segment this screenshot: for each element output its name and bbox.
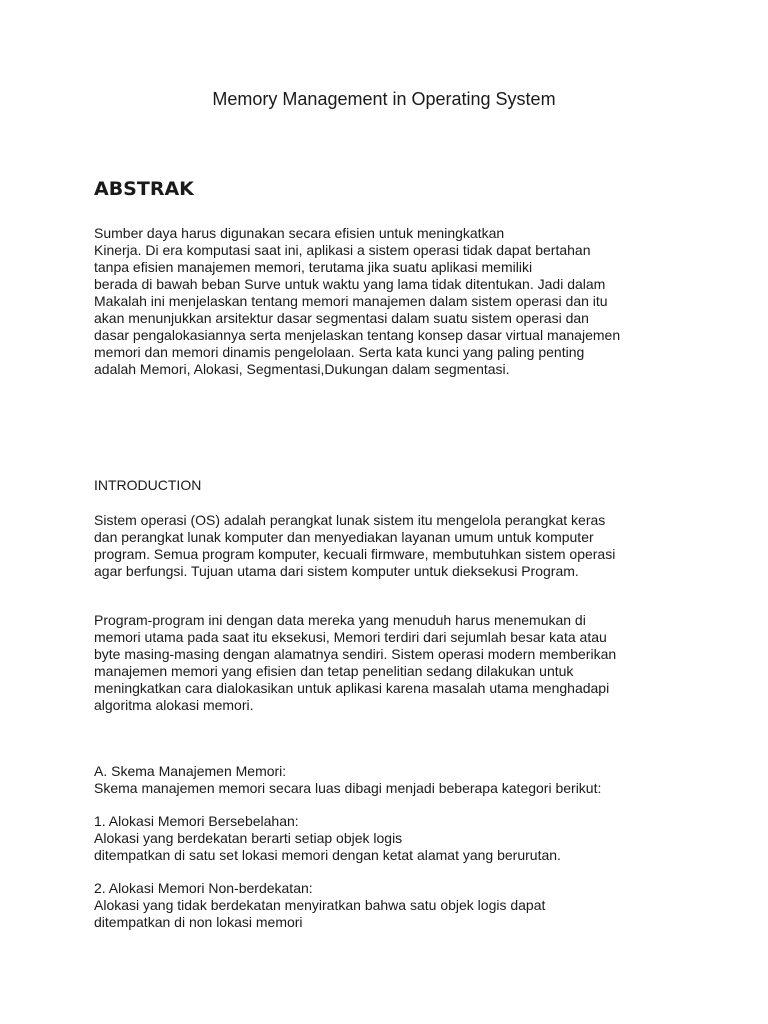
text-line: berada di bawah beban Surve untuk waktu yang lama tidak ditentukan. Jadi dalam bbox=[94, 276, 606, 292]
list-item-1 bbox=[94, 813, 734, 864]
text-line: byte masing-masing dengan alamatnya sendiri. Sistem operasi modern memberikan bbox=[94, 646, 617, 662]
text-line: ditempatkan di non lokasi memori bbox=[94, 914, 303, 930]
abstract-paragraph bbox=[94, 225, 734, 378]
text-line: program. Semua program komputer, kecuali firmware, membutuhkan sistem operasi bbox=[94, 546, 616, 562]
text-line: memori utama pada saat itu eksekusi, Memori terdiri dari sejumlah besar kata atau bbox=[94, 629, 607, 645]
list-item-2 bbox=[94, 880, 734, 931]
document-title: Memory Management in Operating System bbox=[212, 89, 556, 109]
text-line: tanpa efisien manajemen memori, terutama jika suatu aplikasi memiliki bbox=[94, 259, 533, 275]
text-line: Makalah ini menjelaskan tentang memori manajemen dalam sistem operasi dan itu bbox=[94, 293, 608, 309]
text-line: ditempatkan di satu set lokasi memori dengan ketat alamat yang berurutan. bbox=[94, 847, 561, 863]
text-line: 1. Alokasi Memori Bersebelahan: bbox=[94, 813, 299, 829]
text-line: manajemen memori yang efisien dan tetap penelitian sedang dilakukan untuk bbox=[94, 663, 574, 679]
text-line: memori dan memori dinamis pengelolaan. Serta kata kunci yang paling penting bbox=[94, 344, 585, 360]
text-line: Kinerja. Di era komputasi saat ini, aplikasi a sistem operasi tidak dapat bertahan bbox=[94, 242, 591, 258]
text-line: dasar pengalokasiannya serta menjelaskan tentang konsep dasar virtual manajemen bbox=[94, 327, 621, 343]
text-line: 2. Alokasi Memori Non-berdekatan: bbox=[94, 880, 313, 896]
text-line: adalah Memori, Alokasi, Segmentasi,Dukungan dalam segmentasi. bbox=[94, 361, 510, 377]
text-line: dan perangkat lunak komputer dan menyediakan layanan umum untuk komputer bbox=[94, 529, 594, 545]
text-line: Program-program ini dengan data mereka yang menuduh harus menemukan di bbox=[94, 612, 586, 628]
text-line: Alokasi yang tidak berdekatan menyiratkan bahwa satu objek logis dapat bbox=[94, 897, 546, 913]
text-line: agar berfungsi. Tujuan utama dari sistem komputer untuk dieksekusi Program. bbox=[94, 563, 579, 579]
text-line: algoritma alokasi memori. bbox=[94, 697, 254, 713]
text-line: A. Skema Manajemen Memori: bbox=[94, 763, 287, 779]
introduction-heading: INTRODUCTION bbox=[94, 477, 202, 493]
text-line: akan menunjukkan arsitektur dasar segmentasi dalam suatu sistem operasi dan bbox=[94, 310, 589, 326]
section-a bbox=[94, 763, 734, 797]
intro-paragraph-2 bbox=[94, 612, 734, 714]
text-line: Alokasi yang berdekatan berarti setiap objek logis bbox=[94, 830, 403, 846]
text-line: meningkatkan cara dialokasikan untuk aplikasi karena masalah utama menghadapi bbox=[94, 680, 610, 696]
text-line: Skema manajemen memori secara luas dibagi menjadi beberapa kategori berikut: bbox=[94, 780, 602, 796]
text-line: Sistem operasi (OS) adalah perangkat lunak sistem itu mengelola perangkat keras bbox=[94, 512, 606, 528]
abstract-heading: ABSTRAK bbox=[94, 178, 194, 200]
text-line: Sumber daya harus digunakan secara efisien untuk meningkatkan bbox=[94, 225, 505, 241]
intro-paragraph-1 bbox=[94, 512, 734, 580]
